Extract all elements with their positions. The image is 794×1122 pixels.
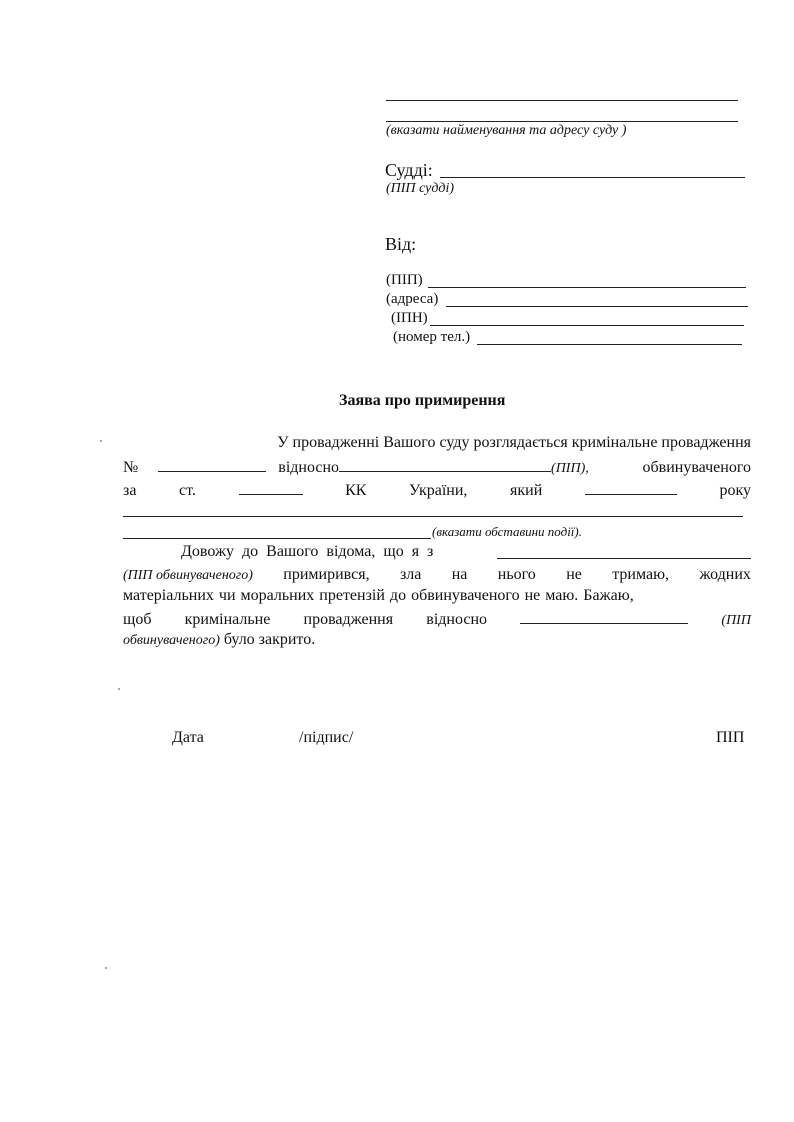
- p1-line1-text: У провадженні Вашого суду розглядається кримінальне провадження: [277, 434, 751, 451]
- judge-name-line[interactable]: [440, 177, 745, 178]
- p1-accused-word: обвинуваченого: [642, 459, 751, 476]
- p2-word-7: жодних: [699, 566, 751, 583]
- p2-word-1: примирився,: [283, 566, 370, 583]
- circumstances-line-1[interactable]: [123, 516, 743, 517]
- scan-speck: [105, 967, 107, 969]
- pip-field-label: (ПІП): [386, 272, 423, 288]
- p1-line3: [123, 480, 751, 500]
- circumstances-hint: (вказати обставини події).: [432, 524, 583, 539]
- from-label: Від:: [385, 234, 417, 254]
- p2-l4-word-1: щоб: [123, 611, 152, 628]
- pip-field-line[interactable]: [428, 287, 746, 288]
- p2-l4-word-3: провадження: [303, 611, 394, 628]
- p1-relation-word: відносно: [278, 459, 340, 476]
- p1-no-sign: №: [123, 459, 139, 476]
- p1-which-word: який: [510, 482, 543, 499]
- p2-pip-hint: (ПІП обвинуваченого): [123, 568, 253, 583]
- phone-field-label: (номер тел.): [393, 329, 471, 345]
- p1-kk-word: КК: [345, 482, 367, 499]
- p2-line5: [123, 631, 315, 649]
- article-field[interactable]: [239, 480, 303, 495]
- document-title: Заява про примирення: [339, 392, 506, 409]
- p1-ukraine-word: України,: [409, 482, 468, 499]
- judge-label: Судді:: [385, 160, 433, 180]
- case-number-field[interactable]: [158, 457, 266, 472]
- year-field[interactable]: [585, 480, 677, 495]
- judge-hint: (ПІП судді): [386, 181, 455, 196]
- ipn-field-line[interactable]: [430, 325, 744, 326]
- p2-word-2: зла: [399, 566, 422, 583]
- p1-st-word: ст.: [179, 482, 196, 499]
- pip-signature-label: ПІП: [716, 729, 745, 746]
- p1-line1: [123, 434, 751, 452]
- p2-word-4: нього: [497, 566, 536, 583]
- p2-word-5: не: [566, 566, 582, 583]
- scan-speck: [118, 688, 120, 690]
- p2-l5-tail: було закрито.: [223, 631, 316, 648]
- circumstances-line-2[interactable]: [123, 538, 431, 539]
- p2-line1-text: Довожу до Вашого відома, що я з: [181, 543, 434, 560]
- date-label: Дата: [172, 729, 204, 746]
- p1-za-word: за: [123, 482, 137, 499]
- accused-name-field[interactable]: [339, 457, 551, 472]
- court-address-line[interactable]: [386, 121, 738, 122]
- p2-word-3: на: [451, 566, 468, 583]
- reconciled-with-line[interactable]: [497, 558, 751, 559]
- address-field-line[interactable]: [446, 306, 748, 307]
- scan-speck: [100, 440, 102, 442]
- p2-word-6: тримаю,: [612, 566, 670, 583]
- accused-name-field-2[interactable]: [520, 609, 688, 624]
- p1-pip-hint: (ПІП),: [551, 461, 589, 476]
- p2-l4-word-4: відносно: [426, 611, 488, 628]
- signature-label: /підпис/: [299, 729, 354, 746]
- p1-year-word: року: [719, 482, 751, 499]
- p2-l4-pip-hint: (ПІП: [721, 613, 751, 628]
- p1-line2: [123, 457, 751, 477]
- p2-line3-text: матеріальних чи моральних претензій до обвинуваченого не маю. Бажаю,: [123, 587, 634, 604]
- ipn-field-label: (ІПН): [391, 310, 428, 326]
- address-field-label: (адреса): [386, 291, 439, 307]
- p2-l4-word-2: кримінальне: [184, 611, 271, 628]
- p2-line4: [123, 609, 751, 629]
- phone-field-line[interactable]: [477, 344, 742, 345]
- court-name-line[interactable]: [386, 100, 738, 101]
- p2-line2: [123, 566, 751, 584]
- p2-l5-pip-hint: обвинуваченого): [123, 633, 220, 648]
- court-hint: (вказати найменування та адресу суду ): [386, 123, 627, 138]
